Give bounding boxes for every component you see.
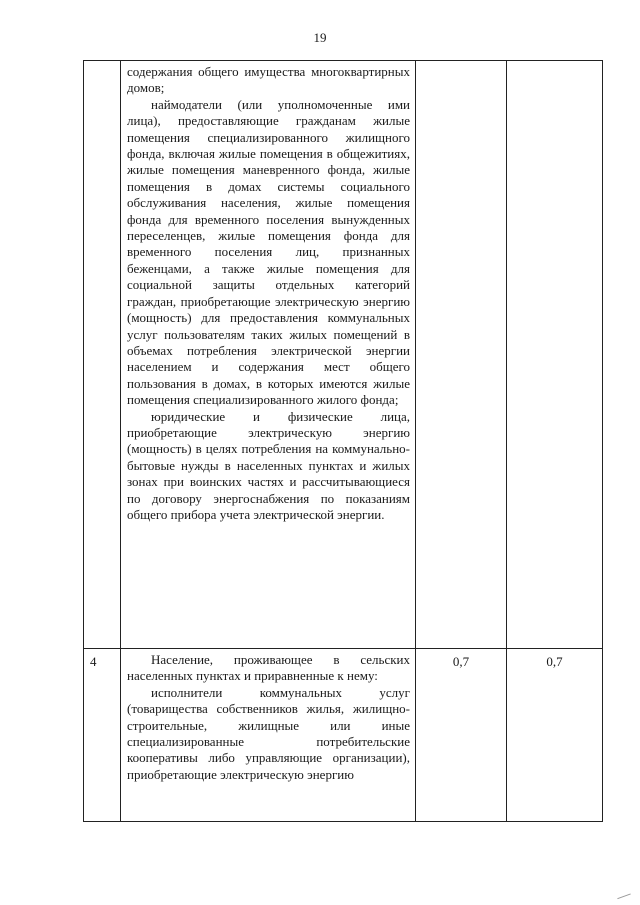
value-1: 0,7 [452,654,470,669]
description-cell [121,649,416,822]
paragraph: юридические и физические лица, приобретающие электрическую энергию (мощность) в целях потребления на коммунально-бытовые нужды в населенных пунктах и жилых зонах при воинских частях и рассчитывающиеся по договору энергоснабжения по показаниям общего прибора учета электрической энергии. [127,408,410,522]
paragraph: Население, проживающее в сельских населенных пунктах и приравненные к нему: [127,652,410,684]
value-2-cell [507,649,603,822]
value-2 [507,61,602,66]
value-2: 0,7 [546,654,563,669]
value-1-cell [416,649,507,822]
row-number: 4 [90,654,97,669]
description-cell [121,61,416,649]
value-1 [416,61,506,66]
paragraph: исполнители коммунальных услуг (товарищества собственников жилья, жилищно-строительные, жилищные или иные специализированные потребительские кооперативы либо управляющие организации), приобретающие электрическую энергию [127,684,410,782]
row-number-cell [84,649,121,822]
table-row [84,61,603,649]
row-number-cell [84,61,121,649]
tariff-table [83,60,603,822]
paragraph: наймодатели (или уполномоченные ими лица), предоставляющие гражданам жилые помещения специализированного жилищного фонда, включая жилые помещения в общежитиях, жилые помещения маневренного фонда, жилые помещения в домах системы социального обслуживания населения, жилые помещения фонда для временного поселения вынужденных переселенцев, жилые помещения фонда для временного поселения лиц, признанных беженцами, а также жилые помещения для социальной защиты отдельных категорий граждан, приобретающие электрическую энергию (мощность) для предоставления коммунальных услуг пользователям таких жилых помещений в объемах потребления электрической энергии населением и содержания мест общего пользования в домах, в которых имеются жилые помещения специализированного жилого фонда; [127,96,410,408]
paragraph: содержания общего имущества многоквартирных домов; [127,64,410,96]
page-number: 19 [313,30,327,45]
row-number [84,61,120,66]
table-row [84,649,603,822]
scan-mark [615,888,631,899]
value-1-cell [416,61,507,649]
value-2-cell [507,61,603,649]
